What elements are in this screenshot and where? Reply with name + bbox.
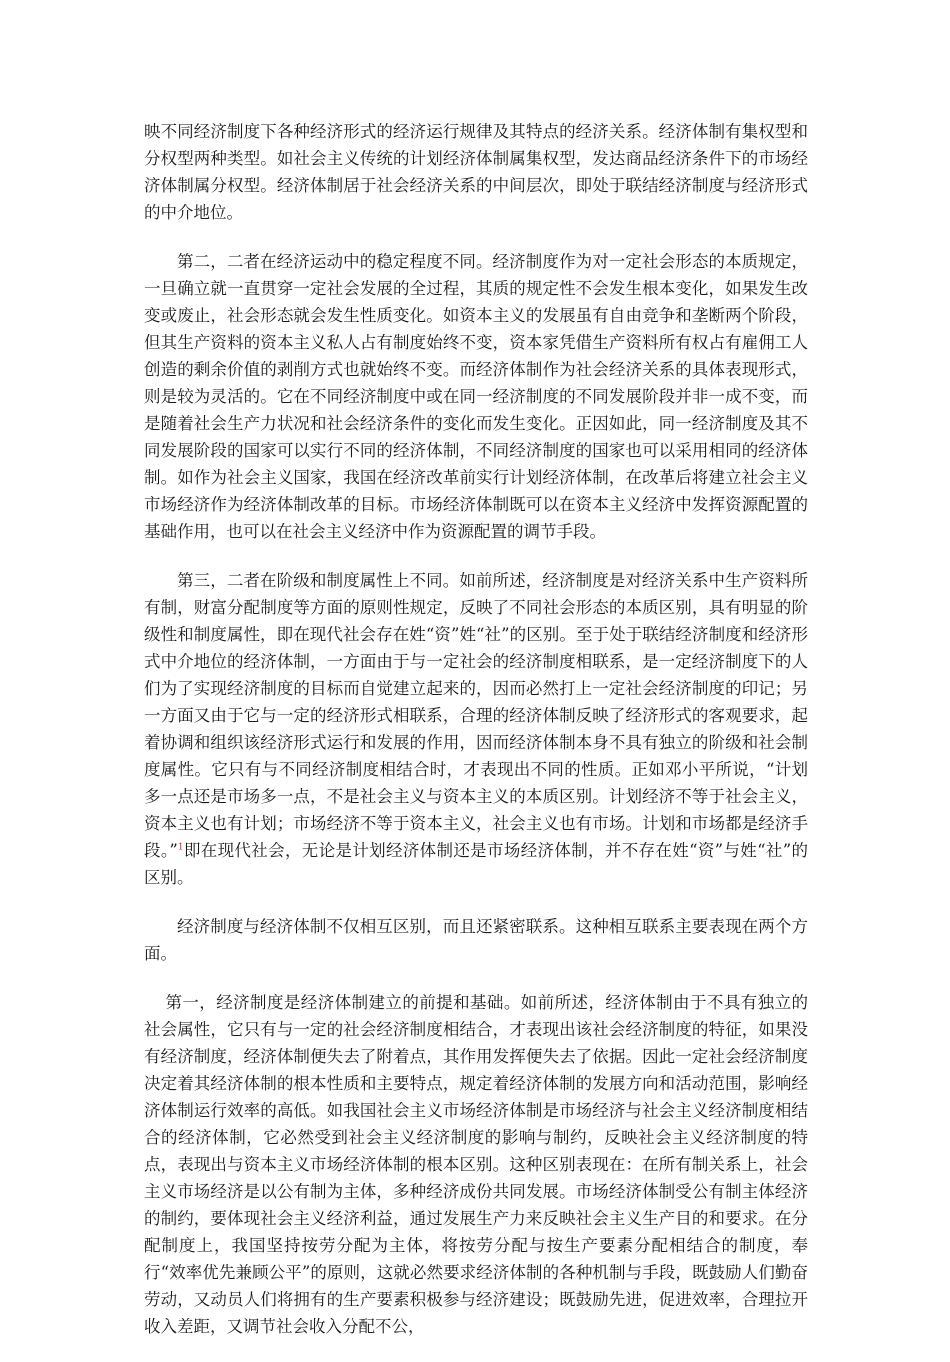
paragraph-second-point: 第二，二者在经济运动中的稳定程度不同。经济制度作为对一定社会形态的本质规定，一旦确立就一直贯穿一定社会发展的全过程，其质的规定性不会发生根本变化，如果发生改变或废止，社会形态就会发生性质变化。如资本主义的发展虽有自由竞争和垄断两个阶段，但其生产资料的资本主义私人占有制度始终不变，资本家凭借生产资料所有权占有雇佣工人创造的剩余价值的剥削方式也就始终不变。而经济体制作为社会经济关系的具体表现形式，则是较为灵活的。它在不同经济制度中或在同一经济制度的不同发展阶段并非一成不变，而是随着社会生产力状况和社会经济条件的变化而发生变化。正因如此，同一经济制度及其不同发展阶段的国家可以实行不同的经济体制，不同经济制度的国家也可以采用相同的经济体制。如作为社会主义国家，我国在经济改革前实行计划经济体制，在改革后将建立社会主义市场经济作为经济体制改革的目标。市场经济体制既可以在资本主义经济中发挥资源配置的基础作用，也可以在社会主义经济中作为资源配置的调节手段。 (144, 252, 808, 541)
footnote-marker[interactable]: 1 (177, 842, 184, 853)
document-page (144, 118, 808, 1362)
paragraph-connection-intro: 经济制度与经济体制不仅相互区别，而且还紧密联系。这种相互联系主要表现在两个方面。 (144, 917, 808, 963)
paragraph-first-connection: 第一，经济制度是经济体制建立的前提和基础。如前所述，经济体制由于不具有独立的社会属性，它只有与一定的社会经济制度相结合，才表现出该社会经济制度的特征，如果没有经济制度，经济体制便失去了附着点，其作用发挥便失去了依据。因此一定社会经济制度决定着其经济体制的根本性质和主要特点，规定着经济体制的发展方向和活动范围，影响经济体制运行效率的高低。如我国社会主义市场经济体制是市场经济与社会主义经济制度相结合的经济体制，它必然受到社会主义经济制度的影响与制约，反映社会主义经济制度的特点，表现出与资本主义市场经济体制的根本区别。这种区别表现在：在所有制关系上，社会主义市场经济是以公有制为主体，多种经济成份共同发展。市场经济体制受公有制主体经济的制约，要体现社会主义经济利益，通过发展生产力来反映社会主义生产目的和要求。在分配制度上，我国坚持按劳分配为主体，将按劳分配与按生产要素分配相结合的制度，奉行“效率优先兼顾公平”的原则，这就必然要求经济体制的各种机制与手段，既鼓励人们勤奋劳动，又动员人们将拥有的生产要素积极参与经济建设；既鼓励先进，促进效率，合理拉开收入差距，又调节社会收入分配不公， (144, 993, 808, 1336)
paragraph-third-point (144, 567, 808, 891)
paragraph-third-text-after: 即在现代社会，无论是计划经济体制还是市场经济体制，并不存在姓“资”与姓“社”的区别。 (144, 841, 809, 887)
paragraph-third-text-before: 第三，二者在阶级和制度属性上不同。如前所述，经济制度是对经济关系中生产资料所有制，财富分配制度等方面的原则性规定，反映了不同社会形态的本质区别，具有明显的阶级性和制度属性，即在现代社会存在姓“资”姓“社”的区别。至于处于联结经济制度和经济形式中介地位的经济体制，一方面由于与一定社会的经济制度相联系，是一定经济制度下的人们为了实现经济制度的目标而自觉建立起来的，因而必然打上一定社会经济制度的印记；另一方面又由于它与一定的经济形式相联系，合理的经济体制反映了经济形式的客观要求，起着协调和组织该经济形式运行和发展的作用，因而经济体制本身不具有独立的阶级和社会制度属性。它只有与不同经济制度相结合时，才表现出不同的性质。正如邓小平所说，“计划多一点还是市场多一点，不是社会主义与资本主义的本质区别。计划经济不等于社会主义，资本主义也有计划；市场经济不等于资本主义，社会主义也有市场。计划和市场都是经济手段。” (144, 571, 808, 860)
paragraph-continuation: 映不同经济制度下各种经济形式的经济运行规律及其特点的经济关系。经济体制有集权型和分权型两种类型。如社会主义传统的计划经济体制属集权型，发达商品经济条件下的市场经济体制属分权型。经济体制居于社会经济关系的中间层次，即处于联结经济制度与经济形式的中介地位。 (144, 122, 808, 222)
